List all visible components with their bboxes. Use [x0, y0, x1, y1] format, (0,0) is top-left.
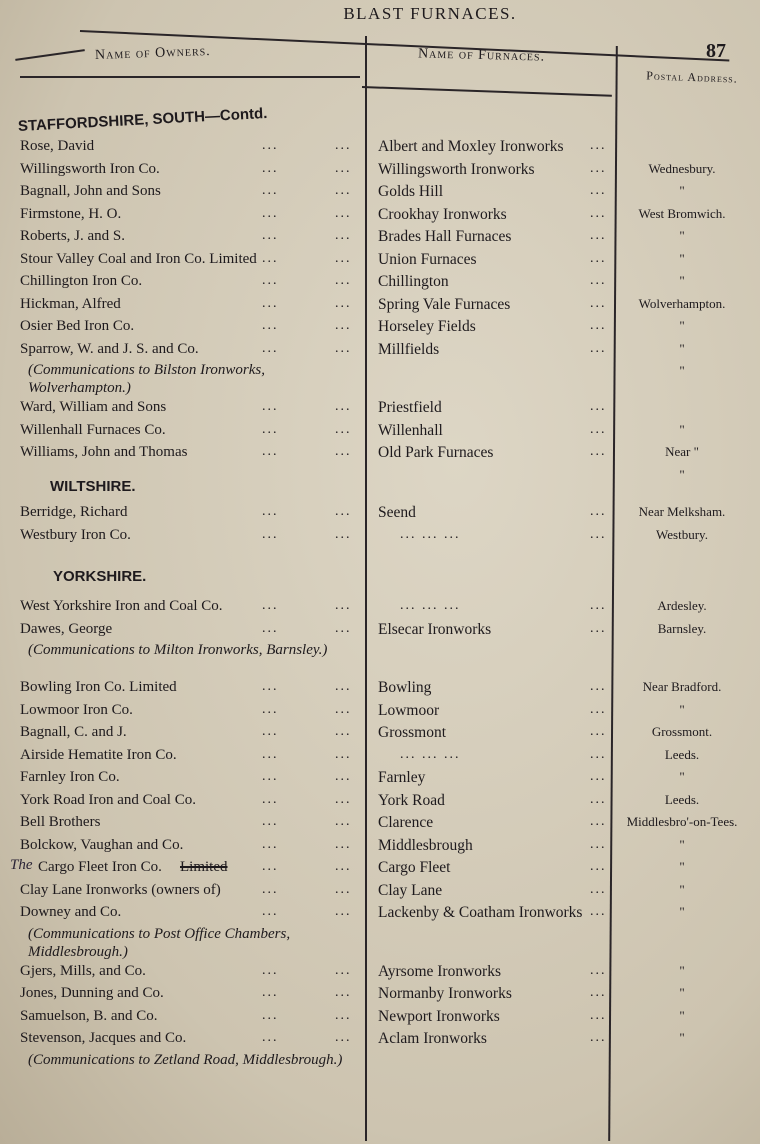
- handwritten-annotation: The: [10, 857, 33, 873]
- owner-name: Bagnall, C. and J.: [20, 724, 127, 740]
- listing-row: [0, 882, 760, 904]
- postal-address: ": [679, 904, 685, 919]
- leader-dots: ...: [335, 318, 352, 333]
- leader-dots: ...: [590, 701, 607, 717]
- listing-row: [0, 183, 760, 205]
- leader-dots: ...: [590, 620, 607, 636]
- postal-address: ": [679, 836, 685, 852]
- leader-dots: ...: [590, 904, 607, 919]
- furnace-name: Willenhall: [378, 421, 443, 439]
- region-heading: [0, 568, 760, 590]
- owner-name: Stour Valley Coal and Iron Co. Limited: [20, 250, 257, 267]
- owner-name: Lowmoor Iron Co.: [20, 701, 133, 718]
- leader-dots: ...: [262, 679, 279, 694]
- postal-address: West Bromwich.: [638, 205, 726, 221]
- communication-note: [0, 925, 760, 961]
- leader-dots: ...: [335, 504, 352, 519]
- leader-dots: ...: [335, 295, 352, 311]
- owner-name: Dawes, George: [20, 620, 113, 637]
- furnace-name: Chillington: [378, 273, 449, 290]
- owner-name: Bell Brothers: [20, 814, 101, 830]
- listing-row: [0, 769, 760, 791]
- leader-dots: ...: [590, 318, 607, 333]
- postal-address: Leeds.: [664, 746, 700, 762]
- postal-address: ": [679, 1007, 685, 1023]
- postal-address: ": [679, 881, 685, 897]
- furnace-name: Lowmoor: [378, 701, 440, 719]
- listing-row: [0, 859, 760, 881]
- listing-row: [0, 341, 760, 363]
- listing-row: [0, 444, 760, 466]
- postal-address: ": [679, 701, 685, 717]
- region-title: YORKSHIRE.: [53, 568, 147, 585]
- listing-row: [0, 837, 760, 859]
- furnace-name: Old Park Furnaces: [378, 444, 494, 461]
- owner-name: Samuelson, B. and Co.: [20, 1007, 158, 1024]
- leader-dots: ...: [590, 769, 607, 784]
- furnace-name: York Road: [378, 791, 445, 809]
- leader-dots: ...: [335, 183, 352, 198]
- leader-dots: ...: [262, 205, 279, 221]
- leader-dots: ... ... ...: [400, 526, 461, 542]
- leader-dots: ...: [262, 526, 279, 542]
- leader-dots: ...: [590, 250, 607, 266]
- leader-dots: ...: [262, 273, 279, 288]
- leader-dots: ...: [590, 791, 607, 807]
- leader-dots: ...: [262, 598, 279, 613]
- leader-dots: ...: [335, 769, 352, 784]
- leader-dots: ...: [335, 399, 352, 414]
- leader-dots: ...: [335, 444, 352, 459]
- communication-note: [0, 1051, 760, 1087]
- owner-name: Stevenson, Jacques and Co.: [20, 1030, 187, 1046]
- struck-word: Limited: [180, 859, 228, 875]
- owner-name: Clay Lane Ironworks (owners of): [20, 881, 221, 898]
- leader-dots: ...: [262, 183, 279, 198]
- owner-name: Cargo Fleet Iron Co.: [38, 859, 162, 875]
- listing-row: [0, 138, 760, 160]
- furnace-name: Priestfield: [378, 399, 442, 416]
- listing-row: [0, 527, 760, 549]
- postal-address: ": [679, 363, 685, 378]
- leader-dots: ...: [590, 183, 607, 198]
- owner-name: Osier Bed Iron Co.: [20, 318, 135, 334]
- leader-dots: ...: [262, 836, 279, 852]
- owner-name: Jones, Dunning and Co.: [20, 985, 164, 1001]
- leader-dots: ...: [262, 295, 279, 311]
- leader-dots: ...: [590, 836, 607, 852]
- leader-dots: ...: [335, 679, 352, 694]
- leader-dots: ...: [335, 746, 352, 762]
- leader-dots: ...: [590, 421, 607, 437]
- leader-dots: ...: [335, 836, 352, 852]
- leader-dots: ...: [262, 340, 279, 356]
- furnace-name: Horseley Fields: [378, 318, 476, 335]
- leader-dots: ...: [590, 526, 607, 542]
- postal-address: ": [679, 340, 685, 356]
- leader-dots: ...: [335, 598, 352, 613]
- owner-name: Bowling Iron Co. Limited: [20, 679, 177, 695]
- furnace-name: Clay Lane: [378, 881, 443, 899]
- postal-address: Barnsley.: [657, 620, 707, 636]
- furnace-name: Lackenby & Coatham Ironworks: [378, 904, 583, 921]
- leader-dots: ...: [335, 724, 352, 739]
- furnace-name: Aclam Ironworks: [378, 1030, 487, 1047]
- leader-dots: ...: [262, 769, 279, 784]
- postal-address: Leeds.: [664, 791, 700, 807]
- furnace-name: Seend: [378, 504, 416, 521]
- listing-row: [0, 161, 760, 183]
- furnace-name: Brades Hall Furnaces: [378, 228, 512, 245]
- listing-row: [0, 1030, 760, 1052]
- listing-row: [0, 273, 760, 295]
- region-title: STAFFORDSHIRE, SOUTH—Contd.: [17, 104, 268, 135]
- header-owners: Name of Owners.: [94, 43, 211, 64]
- owner-name: West Yorkshire Iron and Coal Co.: [20, 598, 223, 614]
- leader-dots: ...: [335, 205, 352, 221]
- postal-address: Ardesley.: [657, 598, 707, 613]
- leader-dots: ...: [335, 160, 352, 176]
- leader-dots: ...: [590, 138, 607, 153]
- furnace-name: Farnley: [378, 769, 426, 786]
- running-title: BLAST FURNACES.: [343, 4, 517, 23]
- postal-address: ": [679, 250, 685, 266]
- owner-name: Bagnall, John and Sons: [20, 183, 161, 199]
- leader-dots: ...: [262, 399, 279, 414]
- postal-address: ": [679, 273, 685, 288]
- leader-dots: ...: [335, 526, 352, 542]
- leader-dots: ...: [335, 814, 352, 829]
- leader-dots: ...: [335, 962, 352, 978]
- region-title: WILTSHIRE.: [50, 478, 136, 495]
- leader-dots: ...: [590, 746, 607, 762]
- leader-dots: ...: [262, 904, 279, 919]
- leader-dots: ...: [590, 814, 607, 829]
- postal-address: Westbury.: [656, 526, 708, 542]
- region-heading: [0, 104, 760, 140]
- furnace-name: Albert and Moxley Ironworks: [378, 138, 564, 155]
- postal-address: ": [679, 962, 685, 978]
- furnace-name: Spring Vale Furnaces: [378, 295, 511, 313]
- furnace-name: Normanby Ironworks: [378, 985, 512, 1002]
- listing-row: [0, 206, 760, 228]
- leader-dots: ...: [590, 724, 607, 739]
- postal-address: Grossmont.: [651, 724, 713, 739]
- leader-dots: ...: [590, 962, 607, 978]
- leader-dots: ...: [262, 318, 279, 333]
- owner-name: Chillington Iron Co.: [20, 273, 143, 289]
- leader-dots: ...: [262, 250, 279, 266]
- furnace-name: Grossmont: [378, 724, 447, 741]
- leader-dots: ...: [335, 620, 352, 636]
- listing-row: [0, 985, 760, 1007]
- furnace-name: Golds Hill: [378, 183, 444, 200]
- leader-dots: ...: [262, 962, 279, 978]
- leader-dots: ...: [590, 340, 607, 356]
- leader-dots: ...: [590, 444, 607, 459]
- leader-dots: ...: [262, 504, 279, 519]
- postal-address: Near ": [665, 444, 699, 459]
- leader-dots: ...: [590, 205, 607, 221]
- leader-dots: ...: [335, 1007, 352, 1023]
- leader-dots: ...: [590, 295, 607, 311]
- leader-dots: ...: [262, 791, 279, 807]
- postal-address: ": [679, 183, 685, 198]
- postal-address: Wednesbury.: [648, 160, 716, 176]
- leader-dots: ...: [335, 904, 352, 919]
- leader-dots: ...: [590, 160, 607, 176]
- communication-note: [0, 361, 760, 397]
- listing-row: [0, 598, 760, 620]
- leader-dots: ...: [335, 228, 352, 243]
- leader-dots: ...: [590, 399, 607, 414]
- leader-dots: ...: [335, 701, 352, 717]
- leader-dots: ...: [590, 859, 607, 874]
- leader-dots: ...: [262, 444, 279, 459]
- leader-dots: ...: [262, 138, 279, 153]
- listing-row: [0, 904, 760, 926]
- leader-dots: ...: [262, 620, 279, 636]
- region-heading: [0, 478, 760, 500]
- postal-address: ": [679, 421, 685, 437]
- leader-dots: ...: [335, 421, 352, 437]
- owner-name: Rose, David: [20, 138, 95, 154]
- postal-address: Middlesbro'-on-Tees.: [626, 814, 738, 829]
- listing-row: [0, 422, 760, 444]
- postal-address: Wolverhampton.: [638, 295, 726, 311]
- listing-row: [0, 251, 760, 273]
- communication-text: (Communications to Milton Ironworks, Barnsley.): [28, 642, 328, 658]
- furnace-name: Cargo Fleet: [378, 859, 451, 876]
- owner-name: Willingsworth Iron Co.: [20, 160, 160, 177]
- furnace-name: Newport Ironworks: [378, 1007, 500, 1025]
- leader-dots: ...: [262, 881, 279, 897]
- postal-address: Near Melksham.: [638, 504, 726, 519]
- owner-name: Firmstone, H. O.: [20, 205, 122, 222]
- owner-name: Westbury Iron Co.: [20, 526, 131, 543]
- leader-dots: ...: [335, 273, 352, 288]
- leader-dots: ...: [590, 679, 607, 694]
- listing-row: [0, 814, 760, 836]
- owner-name: Farnley Iron Co.: [20, 769, 120, 785]
- owner-name: Gjers, Mills, and Co.: [20, 962, 146, 979]
- owner-name: Ward, William and Sons: [20, 399, 167, 415]
- leader-dots: ...: [590, 1007, 607, 1023]
- leader-dots: ...: [335, 859, 352, 874]
- leader-dots: ...: [335, 250, 352, 266]
- listing-row: [0, 679, 760, 701]
- page-number: 87: [706, 40, 726, 62]
- leader-dots: ...: [262, 160, 279, 176]
- communication-text: (Communications to Bilston Ironworks, Wolverhampton.): [28, 362, 265, 396]
- owner-name: Williams, John and Thomas: [20, 444, 188, 460]
- postal-address: ": [679, 228, 685, 243]
- leader-dots: ...: [262, 985, 279, 1000]
- leader-dots: ... ... ...: [400, 746, 461, 762]
- listing-row: [0, 318, 760, 340]
- owner-name: York Road Iron and Coal Co.: [20, 791, 196, 808]
- furnace-name: Union Furnaces: [378, 250, 477, 268]
- furnace-name: Bowling: [378, 679, 432, 696]
- listing-row: [0, 747, 760, 769]
- postal-address: ": [679, 769, 685, 784]
- listing-row: [0, 228, 760, 250]
- leader-dots: ...: [590, 228, 607, 243]
- listing-row: [0, 399, 760, 421]
- owner-name: Berridge, Richard: [20, 504, 128, 520]
- postal-address: ": [679, 1030, 685, 1045]
- postal-address: ": [679, 318, 685, 333]
- leader-dots: ...: [262, 1007, 279, 1023]
- leader-dots: ...: [335, 791, 352, 807]
- listing-row: [0, 963, 760, 985]
- owner-name: Roberts, J. and S.: [20, 228, 125, 244]
- listing-row: [0, 621, 760, 643]
- leader-dots: ...: [590, 273, 607, 288]
- owner-name: Willenhall Furnaces Co.: [20, 421, 166, 438]
- owner-name: Airside Hematite Iron Co.: [20, 746, 177, 763]
- owner-name: Downey and Co.: [20, 904, 122, 920]
- leader-dots: ...: [590, 598, 607, 613]
- leader-dots: ... ... ...: [400, 598, 461, 613]
- listing-row: [0, 702, 760, 724]
- leader-dots: ...: [262, 421, 279, 437]
- listing-row: [0, 792, 760, 814]
- postal-address: ": [679, 985, 685, 1000]
- postal-address: Near Bradford.: [642, 679, 722, 694]
- communication-note: [0, 641, 760, 677]
- listing-row: [0, 1008, 760, 1030]
- leader-dots: ...: [262, 228, 279, 243]
- leader-dots: ...: [335, 881, 352, 897]
- leader-dots: ...: [262, 724, 279, 739]
- owner-name: Bolckow, Vaughan and Co.: [20, 836, 184, 853]
- header-postal: Postal Address.: [646, 68, 738, 86]
- leader-dots: ...: [590, 985, 607, 1000]
- postal-address: ": [679, 859, 685, 874]
- listing-row: [0, 724, 760, 746]
- leader-dots: ...: [262, 701, 279, 717]
- leader-dots: ...: [590, 1030, 607, 1045]
- owner-name: Sparrow, W. and J. S. and Co.: [20, 340, 199, 357]
- leader-dots: ...: [590, 504, 607, 519]
- leader-dots: ...: [335, 1030, 352, 1045]
- leader-dots: ...: [335, 340, 352, 356]
- leader-dots: ...: [335, 138, 352, 153]
- leader-dots: ...: [262, 746, 279, 762]
- furnace-name: Millfields: [378, 340, 440, 358]
- furnace-name: Clarence: [378, 814, 434, 831]
- furnace-name: Crookhay Ironworks: [378, 205, 507, 223]
- furnace-name: Middlesbrough: [378, 836, 473, 854]
- listing-row: [0, 504, 760, 526]
- leader-dots: ...: [262, 814, 279, 829]
- leader-dots: ...: [335, 985, 352, 1000]
- communication-text: (Communications to Zetland Road, Middlesbrough.): [28, 1051, 343, 1068]
- furnace-name: Ayrsome Ironworks: [378, 962, 501, 980]
- owner-name: Hickman, Alfred: [20, 295, 121, 312]
- leader-dots: ...: [262, 1030, 279, 1045]
- communication-text: (Communications to Post Office Chambers, Middlesbrough.): [28, 925, 291, 960]
- furnace-name: Willingsworth Ironworks: [378, 160, 535, 178]
- leader-dots: ...: [590, 881, 607, 897]
- header-furnaces: Name of Furnaces.: [417, 46, 546, 65]
- leader-dots: ...: [262, 859, 279, 874]
- furnace-name: Elsecar Ironworks: [378, 620, 492, 638]
- listing-row: [0, 296, 760, 318]
- postal-address: ": [679, 466, 685, 482]
